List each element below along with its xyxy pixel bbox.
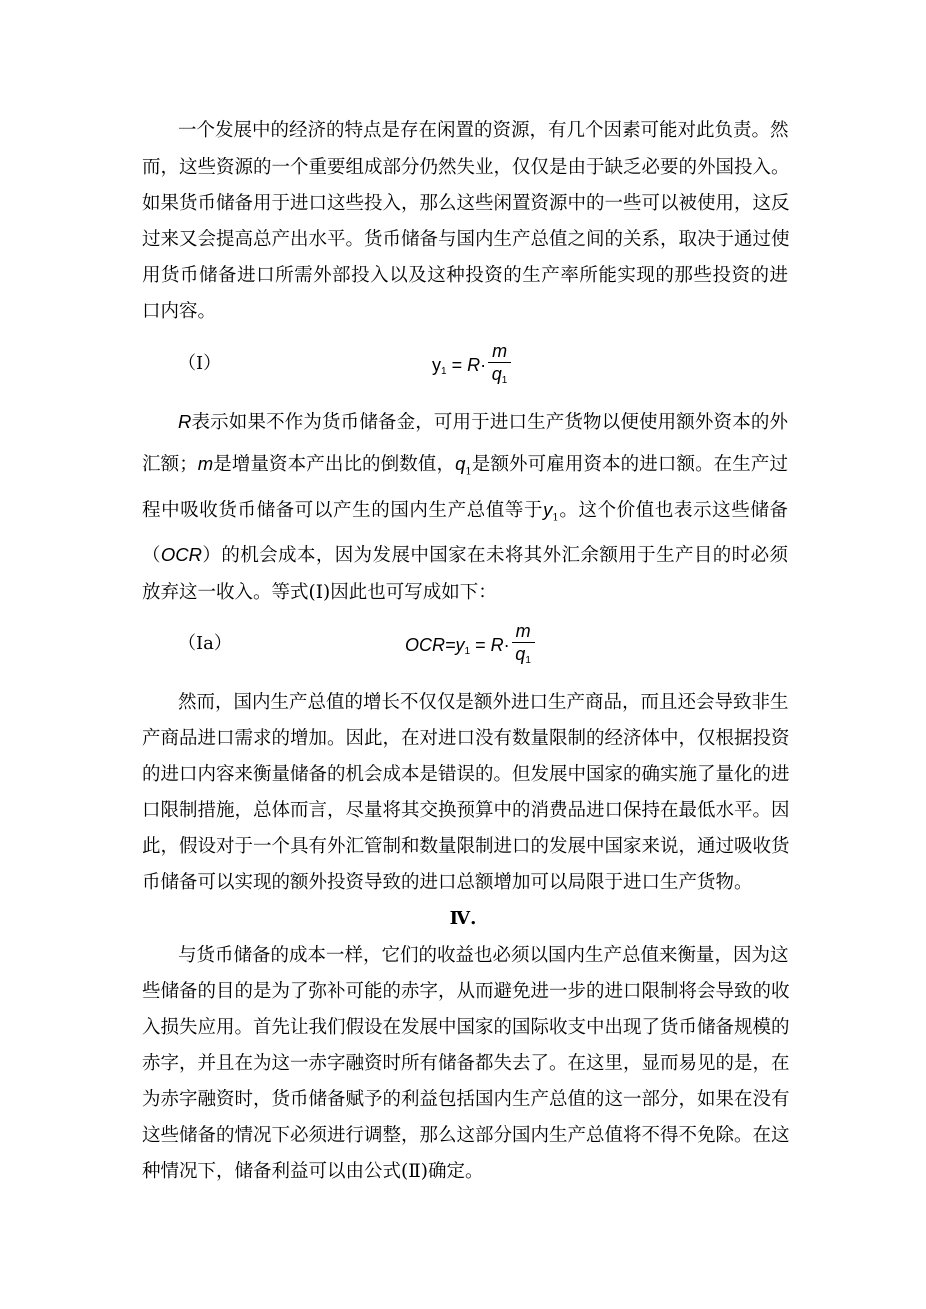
eq1a-lhs: y — [455, 634, 465, 655]
para2-line-4-a: （ — [142, 545, 161, 566]
para2-line-5: 放弃这一收入。等式(Ⅰ)因此也可写成如下： — [142, 582, 497, 603]
para1-line-3: 如果货币储备用于进口这些投入，那么这些闲置资源中的一些可以被使用，这反 — [142, 193, 790, 214]
para2-var-y: y — [543, 499, 553, 520]
equation-1a — [405, 620, 535, 672]
para4-line-7: 种情况下，储备利益可以由公式(Ⅱ)确定。 — [142, 1161, 484, 1182]
para2-line-4 — [142, 542, 788, 569]
para2-line-3 — [142, 497, 788, 532]
eq1-denominator — [488, 363, 511, 392]
para3-line-1: 然而，国内生产总值的增长不仅仅是额外进口生产商品，而且还会导致非生 — [178, 692, 789, 713]
para4-line-1: 与货币储备的成本一样，它们的收益也必须以国内生产总值来衡量，因为这 — [178, 945, 789, 966]
para2-var-r: R — [178, 411, 192, 432]
eq1a-prefix: OCR= — [405, 634, 456, 655]
para3-line-3: 的进口内容来衡量储备的机会成本是错误的。但发展中国家的确实施了量化的进 — [142, 764, 790, 785]
para4-line-2: 些储备的目的是为了弥补可能的赤字，从而避免进一步的进口限制将会导致的收 — [142, 981, 790, 1002]
para2-line-2-a: 汇额； — [142, 454, 198, 475]
para2-line-4-b: ）的机会成本，因为发展中国家在未将其外汇余额用于生产目的时必须 — [202, 545, 788, 566]
para4-line-3: 入损失应用。首先让我们假设在发展中国家的国际收支中出现了货币储备规模的 — [142, 1017, 790, 1038]
eq1a-den-var: q — [515, 644, 526, 664]
para3-line-6: 币储备可以实现的额外投资导致的进口总额增加可以局限于进口生产货物。 — [142, 872, 753, 893]
para2-line-3-a: 程中吸收货币储备可以产生的国内生产总值等于 — [142, 500, 544, 521]
eq1a-dot: · — [503, 634, 510, 655]
eq1-r: R — [467, 354, 481, 375]
eq1a-den-sub: 1 — [525, 655, 531, 666]
para2-line-2 — [142, 451, 788, 486]
eq1a-lhs-sub: 1 — [464, 645, 471, 657]
para3-line-4: 口限制措施，总体而言，尽量将其交换预算中的消费品进口保持在最低水平。因 — [142, 800, 790, 821]
eq1-den-sub: 1 — [501, 375, 508, 386]
para4-line-6: 这些储备的情况下必须进行调整，那么这部分国内生产总值将不得不免除。在这 — [142, 1125, 790, 1146]
eq1-lhs-sub: 1 — [441, 365, 447, 377]
para2-var-q: q — [455, 453, 466, 474]
para2-line-1-text: 表示如果不作为货币储备金，可用于进口生产货物以便使用额外资本的外 — [191, 412, 788, 433]
para2-line-2-c: 是额外可雇用资本的进口额。在生产过 — [471, 454, 788, 475]
para3-line-5: 此，假设对于一个具有外汇管制和数量限制进口的发展中国家来说，通过吸收货 — [142, 836, 790, 857]
equation-1a-label: （Ⅰa） — [178, 633, 232, 654]
eq1a-fraction — [512, 620, 535, 672]
para1-line-6: 口内容。 — [142, 301, 217, 322]
eq1-den-var: q — [491, 364, 502, 384]
para1-line-1: 一个发展中的经济的特点是存在闲置的资源，有几个因素可能对此负责。然 — [178, 120, 789, 141]
para2-var-m: m — [197, 453, 214, 474]
section-heading: Ⅳ. — [449, 908, 477, 929]
para1-line-4: 过来又会提高总产出水平。货币储备与国内生产总值之间的关系，取决于通过使 — [142, 229, 790, 250]
para3-line-2: 产商品进口需求的增加。因此，在对进口没有数量限制的经济体中，仅根据投资 — [142, 728, 790, 749]
equation-1 — [432, 340, 511, 392]
para4-line-5: 为赤字融资时，货币储备赋予的利益包括国内生产总值的这一部分，如果在没有 — [142, 1089, 790, 1110]
eq1a-equals: = — [470, 634, 491, 655]
para2-line-1 — [178, 409, 788, 436]
para2-line-3-b: 。这个价值也表示这些储备 — [558, 500, 788, 521]
para2-var-q-sub: 1 — [465, 466, 472, 478]
eq1a-numerator: m — [512, 620, 535, 643]
para2-line-2-b: 是增量资本产出比的倒数值， — [213, 454, 456, 475]
para2-var-y-sub: 1 — [552, 512, 559, 524]
equation-1-label: （Ⅰ） — [178, 353, 222, 374]
para1-line-2: 而，这些资源的一个重要组成部分仍然失业，仅仅是由于缺乏必要的外国投入。 — [142, 157, 790, 178]
eq1-dot: · — [480, 354, 487, 375]
eq1a-r: R — [490, 634, 504, 655]
eq1-fraction — [488, 340, 511, 392]
para1-line-5: 用货币储备进口所需外部投入以及这种投资的生产率所能实现的那些投资的进 — [142, 265, 788, 286]
eq1-numerator: m — [488, 340, 511, 363]
eq1-equals: = — [446, 354, 468, 375]
para4-line-4: 赤字，并且在为这一赤字融资时所有储备都失去了。在这里，显而易见的是，在 — [142, 1053, 790, 1074]
eq1-lhs: y — [432, 354, 441, 375]
para2-var-ocr: OCR — [160, 544, 203, 565]
eq1a-denominator — [512, 643, 535, 672]
